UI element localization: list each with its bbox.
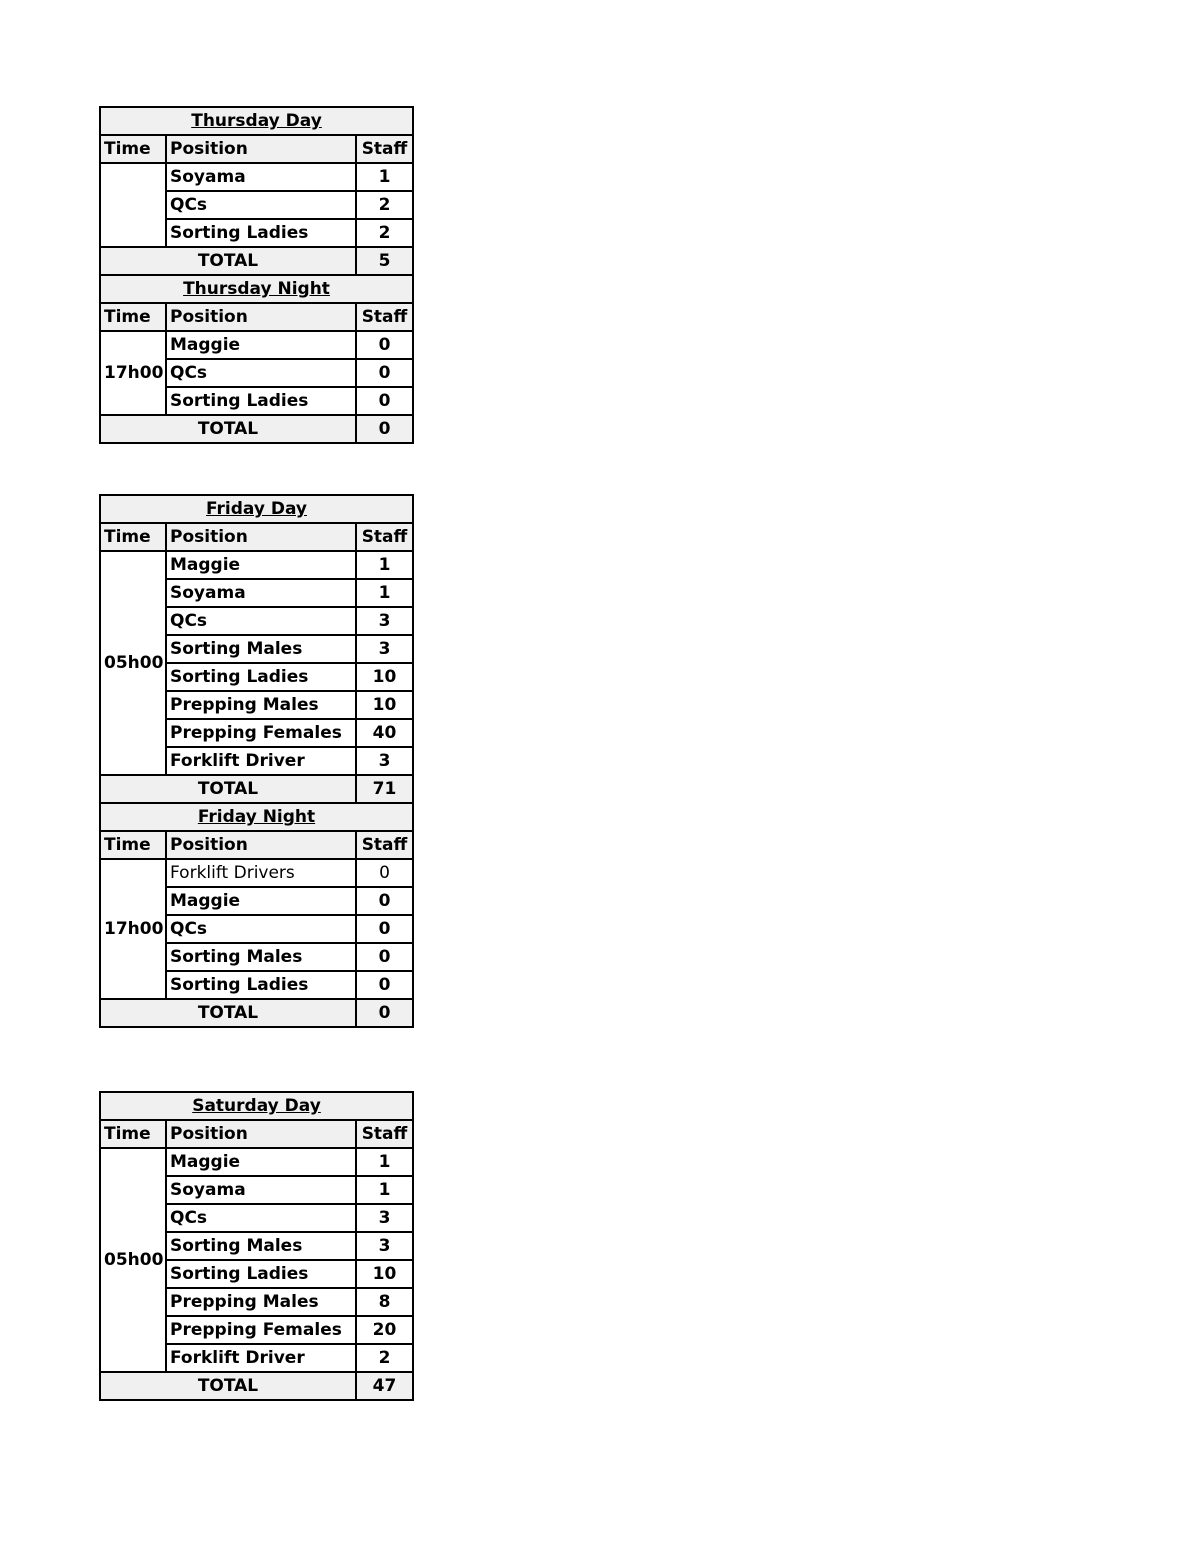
total-value: 47 xyxy=(356,1372,413,1400)
total-value: 0 xyxy=(356,415,413,443)
staff-cell: 2 xyxy=(356,219,413,247)
time-cell: 17h00 xyxy=(100,331,166,415)
staff-header: Staff xyxy=(356,303,413,331)
time-cell: 05h00 xyxy=(100,1148,166,1372)
table-row xyxy=(100,551,413,579)
total-label: TOTAL xyxy=(100,775,356,803)
staff-cell: 10 xyxy=(356,691,413,719)
position-cell: QCs xyxy=(166,607,356,635)
saturday-table xyxy=(99,1091,414,1401)
time-header: Time xyxy=(100,831,166,859)
staff-header: Staff xyxy=(356,523,413,551)
position-cell: Sorting Ladies xyxy=(166,1260,356,1288)
staff-cell: 3 xyxy=(356,1204,413,1232)
total-row xyxy=(100,247,413,275)
staff-header: Staff xyxy=(356,1120,413,1148)
time-cell xyxy=(100,163,166,247)
position-cell: Maggie xyxy=(166,887,356,915)
total-row xyxy=(100,999,413,1027)
header-row xyxy=(100,523,413,551)
time-cell: 05h00 xyxy=(100,551,166,775)
header-row xyxy=(100,831,413,859)
thursday-schedule xyxy=(99,106,412,444)
position-cell: QCs xyxy=(166,191,356,219)
staff-cell: 2 xyxy=(356,191,413,219)
position-cell: QCs xyxy=(166,1204,356,1232)
staff-cell: 8 xyxy=(356,1288,413,1316)
time-header: Time xyxy=(100,303,166,331)
position-cell: Sorting Males xyxy=(166,943,356,971)
position-header: Position xyxy=(166,303,356,331)
time-header: Time xyxy=(100,523,166,551)
section-title: Thursday Night xyxy=(100,275,413,303)
section-title: Thursday Day xyxy=(100,107,413,135)
position-cell: Soyama xyxy=(166,163,356,191)
section-title: Friday Night xyxy=(100,803,413,831)
header-row xyxy=(100,1120,413,1148)
staff-cell: 1 xyxy=(356,1148,413,1176)
section-title-row xyxy=(100,803,413,831)
friday-table xyxy=(99,494,414,1028)
time-cell: 17h00 xyxy=(100,859,166,999)
total-value: 0 xyxy=(356,999,413,1027)
position-cell: Prepping Males xyxy=(166,1288,356,1316)
position-header: Position xyxy=(166,523,356,551)
position-cell: Maggie xyxy=(166,331,356,359)
total-value: 71 xyxy=(356,775,413,803)
position-cell: Soyama xyxy=(166,579,356,607)
position-header: Position xyxy=(166,135,356,163)
total-label: TOTAL xyxy=(100,415,356,443)
staff-cell: 0 xyxy=(356,971,413,999)
position-cell: Forklift Driver xyxy=(166,1344,356,1372)
staff-cell: 0 xyxy=(356,915,413,943)
header-row xyxy=(100,135,413,163)
position-cell: Prepping Females xyxy=(166,1316,356,1344)
total-row xyxy=(100,1372,413,1400)
staff-cell: 0 xyxy=(356,859,413,887)
position-cell: Sorting Ladies xyxy=(166,219,356,247)
position-cell: Forklift Drivers xyxy=(166,859,356,887)
position-cell: Sorting Ladies xyxy=(166,387,356,415)
section-title-row xyxy=(100,1092,413,1120)
position-cell: Sorting Ladies xyxy=(166,971,356,999)
position-cell: Maggie xyxy=(166,1148,356,1176)
section-title: Friday Day xyxy=(100,495,413,523)
staff-cell: 0 xyxy=(356,331,413,359)
staff-header: Staff xyxy=(356,135,413,163)
total-label: TOTAL xyxy=(100,1372,356,1400)
total-label: TOTAL xyxy=(100,999,356,1027)
position-header: Position xyxy=(166,831,356,859)
total-row xyxy=(100,775,413,803)
table-row xyxy=(100,331,413,359)
total-row xyxy=(100,415,413,443)
staff-header: Staff xyxy=(356,831,413,859)
position-cell: QCs xyxy=(166,359,356,387)
position-cell: Forklift Driver xyxy=(166,747,356,775)
table-row xyxy=(100,163,413,191)
staff-cell: 3 xyxy=(356,1232,413,1260)
staff-cell: 2 xyxy=(356,1344,413,1372)
staff-cell: 1 xyxy=(356,551,413,579)
staff-cell: 1 xyxy=(356,579,413,607)
position-header: Position xyxy=(166,1120,356,1148)
table-row xyxy=(100,859,413,887)
staff-cell: 0 xyxy=(356,387,413,415)
staff-cell: 0 xyxy=(356,887,413,915)
position-cell: Sorting Males xyxy=(166,635,356,663)
staff-cell: 3 xyxy=(356,635,413,663)
section-title-row xyxy=(100,107,413,135)
position-cell: Prepping Males xyxy=(166,691,356,719)
position-cell: Prepping Females xyxy=(166,719,356,747)
position-cell: Soyama xyxy=(166,1176,356,1204)
staff-cell: 40 xyxy=(356,719,413,747)
position-cell: QCs xyxy=(166,915,356,943)
staff-cell: 0 xyxy=(356,943,413,971)
section-title-row xyxy=(100,495,413,523)
position-cell: Sorting Males xyxy=(166,1232,356,1260)
friday-schedule xyxy=(99,494,412,1028)
staff-cell: 3 xyxy=(356,747,413,775)
position-cell: Sorting Ladies xyxy=(166,663,356,691)
total-label: TOTAL xyxy=(100,247,356,275)
position-cell: Maggie xyxy=(166,551,356,579)
time-header: Time xyxy=(100,135,166,163)
header-row xyxy=(100,303,413,331)
saturday-schedule xyxy=(99,1091,412,1401)
staff-cell: 3 xyxy=(356,607,413,635)
section-title-row xyxy=(100,275,413,303)
thursday-table xyxy=(99,106,414,444)
total-value: 5 xyxy=(356,247,413,275)
staff-cell: 1 xyxy=(356,163,413,191)
section-title: Saturday Day xyxy=(100,1092,413,1120)
staff-cell: 1 xyxy=(356,1176,413,1204)
table-row xyxy=(100,1148,413,1176)
staff-cell: 20 xyxy=(356,1316,413,1344)
staff-cell: 10 xyxy=(356,663,413,691)
staff-cell: 10 xyxy=(356,1260,413,1288)
time-header: Time xyxy=(100,1120,166,1148)
staff-cell: 0 xyxy=(356,359,413,387)
